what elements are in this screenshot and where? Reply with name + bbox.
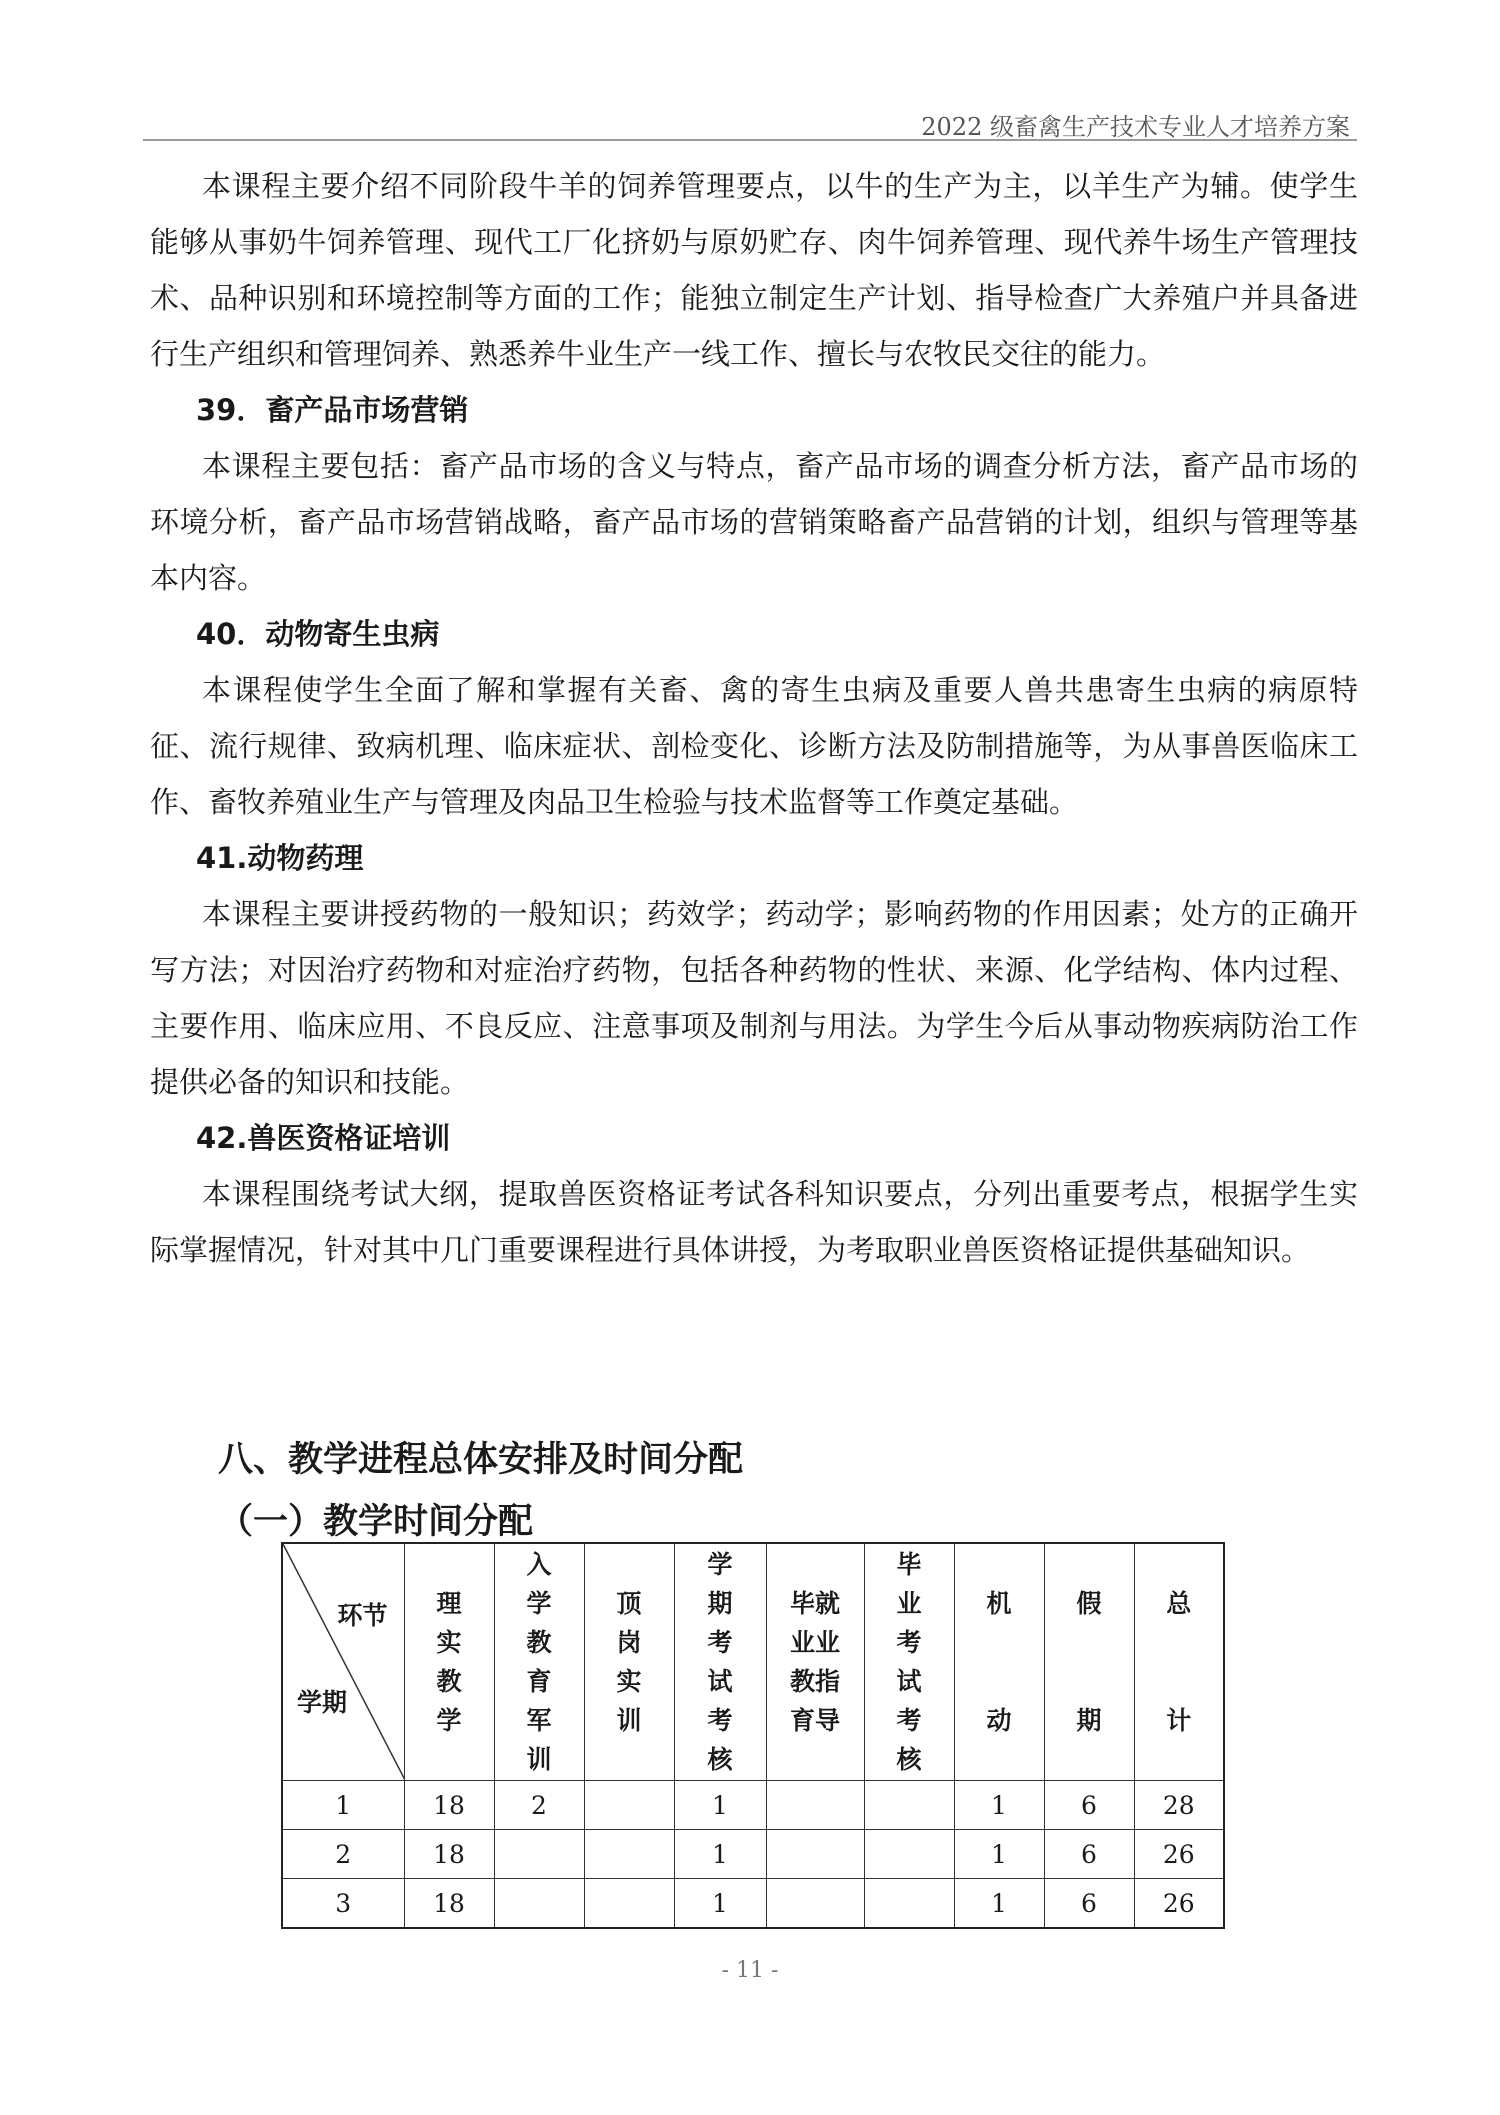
header-cell [584,1543,674,1781]
header-cell [864,1543,954,1781]
table-cell: 1 [954,1830,1044,1879]
table-cell [766,1879,864,1929]
table-cell: 18 [404,1830,494,1879]
header-label: 顶 岗 实 训 [616,1589,642,1735]
schedule-table [281,1542,1225,1929]
table-cell: 1 [954,1879,1044,1929]
table-cell [864,1781,954,1830]
heading-41: 41.动物药理 [196,841,364,875]
table-cell: 26 [1134,1830,1224,1879]
table-cell: 6 [1044,1879,1134,1929]
body-content [150,158,1358,1278]
header-cell [674,1543,766,1781]
table-cell: 1 [674,1830,766,1879]
header-label: 机 动 [986,1589,1012,1735]
header-cell [954,1543,1044,1781]
table-cell [864,1830,954,1879]
header-label: 学 期 考 试 考 核 [707,1550,733,1774]
table-cell [766,1830,864,1879]
paragraph-41: 本课程主要讲授药物的一般知识；药效学；药动学；影响药物的作用因素；处方的正确开写方法；对因治疗药物和对症治疗药物，包括各种药物的性状、来源、化学结构、体内过程、主要作用、临床应用、不良反应、注意事项及制剂与用法。为学生今后从事动物疾病防治工作提供必备的知识和技能。 [150,897,1358,1099]
table-cell: 26 [1134,1879,1224,1929]
subsection-title: （一）教学时间分配 [218,1502,534,1542]
table-cell: 1 [674,1879,766,1929]
corner-label-semester: 学期 [297,1688,348,1717]
corner-label-segment: 环节 [337,1601,388,1630]
table-cell [584,1879,674,1929]
heading-42: 42.兽医资格证培训 [196,1121,451,1155]
corner-header-cell [282,1543,404,1781]
header-label: 理 实 教 学 [436,1589,462,1735]
header-cell [1134,1543,1224,1781]
header-label: 假 期 [1076,1589,1102,1735]
header-cell [494,1543,584,1781]
table-cell: 18 [404,1781,494,1830]
table-cell [494,1830,584,1879]
paragraph-42: 本课程围绕考试大纲，提取兽医资格证考试各科知识要点，分列出重要考点，根据学生实际掌握情况，针对其中几门重要课程进行具体讲授，为考取职业兽医资格证提供基础知识。 [150,1177,1358,1267]
heading-40: 40．动物寄生虫病 [196,617,440,651]
table-row [282,1781,1224,1830]
page-number: - 11 - [721,1958,779,1983]
semester-cell: 1 [282,1781,404,1830]
header-label: 入 学 教 育 军 训 [526,1550,552,1774]
table-cell: 28 [1134,1781,1224,1830]
table-cell: 1 [954,1781,1044,1830]
semester-cell: 2 [282,1830,404,1879]
table-cell [494,1879,584,1929]
table-cell [766,1781,864,1830]
header-cell [1044,1543,1134,1781]
header-cell [766,1543,864,1781]
diagonal-divider [283,1544,405,1780]
paragraph-39: 本课程主要包括：畜产品市场的含义与特点，畜产品市场的调查分析方法，畜产品市场的环境分析，畜产品市场营销战略，畜产品市场的营销策略畜产品营销的计划，组织与管理等基本内容。 [150,449,1358,595]
page-header: 2022 级畜禽生产技术专业人才培养方案 [921,113,1350,141]
table-cell: 18 [404,1879,494,1929]
table-header-row [282,1543,1224,1781]
header-cell [404,1543,494,1781]
table-cell [584,1781,674,1830]
section-title: 八、教学进程总体安排及时间分配 [218,1440,744,1480]
paragraph-intro: 本课程主要介绍不同阶段牛羊的饲养管理要点，以牛的生产为主，以羊生产为辅。使学生能够从事奶牛饲养管理、现代工厂化挤奶与原奶贮存、肉牛饲养管理、现代养牛场生产管理技术、品种识别和环境控制等方面的工作；能独立制定生产计划、指导检查广大养殖户并具备进行生产组织和管理饲养、熟悉养牛业生产一线工作、擅长与农牧民交往的能力。 [150,169,1358,371]
paragraph-40: 本课程使学生全面了解和掌握有关畜、禽的寄生虫病及重要人兽共患寄生虫病的病原特征、流行规律、致病机理、临床症状、剖检变化、诊断方法及防制措施等，为从事兽医临床工作、畜牧养殖业生产与管理及肉品卫生检验与技术监督等工作奠定基础。 [150,673,1358,819]
table-cell: 2 [494,1781,584,1830]
table-row [282,1830,1224,1879]
table-cell: 6 [1044,1830,1134,1879]
header-label: 毕就 业业 教指 育导 [789,1589,840,1735]
heading-39: 39．畜产品市场营销 [196,393,469,427]
header-label: 总 计 [1166,1589,1192,1735]
table-cell: 1 [674,1781,766,1830]
semester-cell: 3 [282,1879,404,1929]
table-cell [584,1830,674,1879]
header-label: 毕 业 考 试 考 核 [896,1550,922,1774]
table-row [282,1879,1224,1929]
table-cell: 6 [1044,1781,1134,1830]
header-rule [143,139,1357,141]
table-cell [864,1879,954,1929]
